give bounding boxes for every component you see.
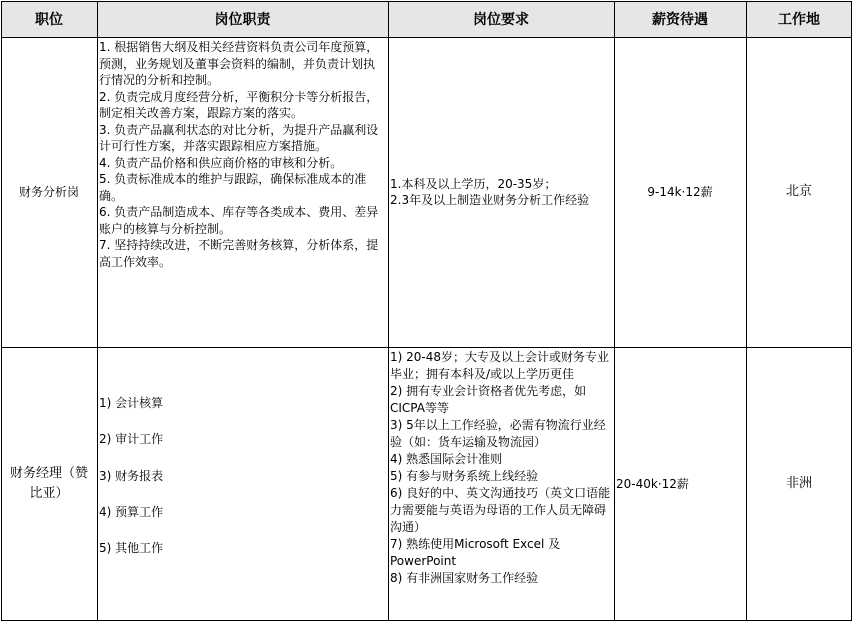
row1-location: 北京 bbox=[785, 184, 812, 199]
row2-position: 财务经理（赞比亚） bbox=[9, 466, 88, 501]
col-divider-1 bbox=[97, 1, 98, 621]
header-salary: 薪资待遇 bbox=[614, 1, 746, 37]
col-divider-4 bbox=[746, 1, 747, 621]
row2-duty-2: 2) 审计工作 bbox=[99, 432, 164, 447]
col-divider-2 bbox=[388, 1, 389, 621]
row1-position: 财务分析岗 bbox=[18, 185, 79, 199]
header-requirements: 岗位要求 bbox=[388, 1, 614, 37]
table-border-top bbox=[1, 1, 852, 2]
row2-requirements: 1) 20-48岁；大专及以上会计或财务专业毕业；拥有本科及/或以上学历更佳 2) 拥有专业会计资格者优先考虑，如CICPA等等 3) 5年以上工作经验，必需有物流行业经验（如：货车运输及物流园） 4) 熟悉国际会计准则 5) 有参与财务系统上线经验 6) 良好的中、英文沟通技巧（英文口语能力需要能与英语为母语的工作人员无障碍沟通） 7) 熟练使用Microsoft Excel 及 PowerPoint 8) 有非洲国家财务工作经验 bbox=[390, 350, 611, 585]
row2-duty-3: 3) 财务报表 bbox=[99, 468, 164, 483]
row2-duty-4: 4) 预算工作 bbox=[99, 504, 164, 519]
row2-duties bbox=[99, 394, 385, 594]
col-border-left bbox=[1, 1, 2, 621]
header-divider bbox=[1, 37, 852, 38]
header-duties: 岗位职责 bbox=[97, 1, 388, 37]
row2-location: 非洲 bbox=[785, 476, 812, 491]
row2-duty-5: 5) 其他工作 bbox=[99, 541, 164, 556]
row1-requirements-wrap bbox=[390, 37, 612, 347]
table-border-bottom bbox=[1, 620, 852, 621]
row1-requirements: 1.本科及以上学历，20-35岁； 2.3年及以上制造业财务分析工作经验 bbox=[390, 176, 590, 207]
header-position: 职位 bbox=[1, 1, 97, 37]
row-divider bbox=[1, 347, 852, 348]
col-divider-3 bbox=[614, 1, 615, 621]
row2-salary: 20-40k·12薪 bbox=[616, 477, 689, 491]
row1-duties: 1. 根据销售大纲及相关经营资料负责公司年度预算，预测，业务规划及董事会资料的编制，并负责计划执行情况的分析和控制。 2. 负责完成月度经营分析，平衡积分卡等分析报告，制定相关改善方案，跟踪方案的落实。 3. 负责产品赢利状态的对比分析，为提升产品赢利设计可行性方案，并落实跟踪相应方案措施。 4. 负责产品价格和供应商价格的审核和分析。 5. 负责标准成本的维护与跟踪，确保标准成本的准确。 6. 负责产品制造成本、库存等各类成本、费用、差异账户的核算与分析控制。 7. 坚持持续改进，不断完善财务核算，分析体系，提高工作效率。 bbox=[99, 40, 379, 269]
row1-salary: 9-14k·12薪 bbox=[647, 185, 713, 199]
col-border-right bbox=[851, 1, 852, 621]
row2-duty-1: 1) 会计核算 bbox=[99, 396, 164, 410]
row2-salary-wrap bbox=[616, 347, 746, 621]
header-location: 工作地 bbox=[746, 1, 852, 37]
